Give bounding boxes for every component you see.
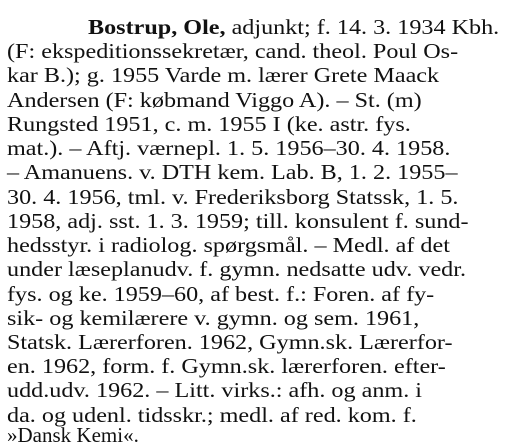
entry-line-7: – Amanuens. v. DTH kem. Lab. B, 1. 2. 1955– (7, 160, 458, 184)
entry-line-1 (88, 15, 499, 39)
entry-line-2: (F: ekspeditionssekretær, cand. theol. Poul Os- (7, 39, 459, 63)
entry-line-5: Rungsted 1951, c. m. 1955 I (ke. astr. fys. (7, 112, 411, 136)
entry-line-1-text: adjunkt; f. 14. 3. 1934 Kbh. (231, 15, 500, 39)
entry-line-12: fys. og ke. 1959–60, af best. f.: Foren. af fy- (7, 282, 435, 306)
entry-line-17: da. og udenl. tidsskr.; medl. af red. kom. f. (7, 403, 417, 427)
entry-name: Bostrup, Ole, (88, 15, 226, 39)
entry-line-16: udd.udv. 1962. – Litt. virks.: afh. og anm. i (7, 378, 422, 402)
entry-line-4: Andersen (F: købmand Viggo A). – St. (m) (7, 88, 422, 112)
entry-line-6: mat.). – Aftj. værnepl. 1. 5. 1956–30. 4. 1958. (7, 136, 451, 160)
entry-line-11: under læseplanudv. f. gymn. nedsatte udv. vedr. (7, 257, 466, 281)
entry-line-13: sik- og kemilærere v. gymn. og sem. 1961, (7, 306, 420, 330)
entry-line-9: 1958, adj. sst. 1. 3. 1959; till. konsulent f. sund- (7, 209, 469, 233)
entry-line-18: »Dansk Kemi«. (7, 423, 139, 447)
entry-line-3: kar B.); g. 1955 Varde m. lærer Grete Maack (7, 63, 440, 87)
entry-line-14: Statsk. Lærerforen. 1962, Gymn.sk. Lærerfor- (7, 330, 453, 354)
entry-line-8: 30. 4. 1956, tml. v. Frederiksborg Statssk, 1. 5. (7, 185, 459, 209)
entry-line-15: en. 1962, form. f. Gymn.sk. lærerforen. efter- (7, 354, 446, 378)
entry-line-10: hedsstyr. i radiolog. spørgsmål. – Medl. af det (7, 233, 450, 257)
